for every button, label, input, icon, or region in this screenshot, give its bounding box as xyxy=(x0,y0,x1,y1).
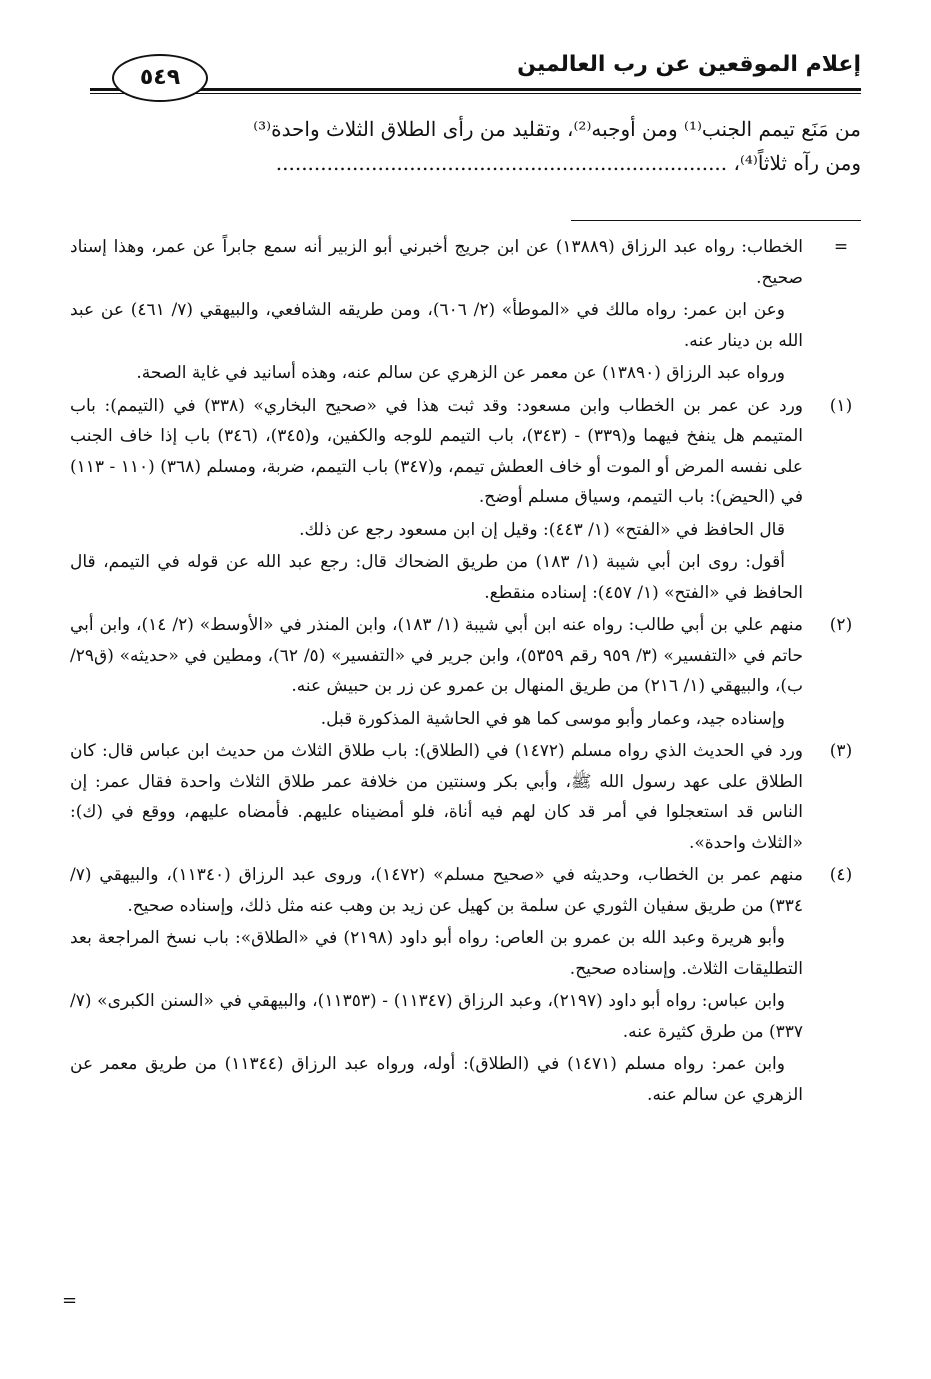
footnote-mark: (١) xyxy=(829,395,853,416)
running-header-title: إعلام الموقعين عن رب العالمين xyxy=(517,52,861,77)
footnote-paragraph: وأبو هريرة وعبد الله بن عمرو بن العاص: رواه أبو داود (٢١٩٨) في «الطلاق»: باب نسخ المراجعة بعد التطليقات الثلاث. وإسناده صحيح. xyxy=(70,928,803,979)
footnote-paragraph: منهم علي بن أبي طالب: رواه عنه ابن أبي شيبة (١/ ١٨٣)، وابن المنذر في «الأوسط» (٢/ ١٤)، وابن أبي حاتم في «التفسير» (٣/ ٩٥٩ رقم ٥٣٥٩)، وابن جرير في «التفسير» (٥/ ٦٢)، ومطين في «حديثه» (ق٢٩/ ب)، والبيهقي (١/ ٢١٦) من طريق المنهال بن عمرو عن زر بن حبيش عنه. xyxy=(70,615,804,696)
footnote-paragraph: ورد في الحديث الذي رواه مسلم (١٤٧٢) في (الطلاق): باب طلاق الثلاث من حديث ابن عباس قال: كان الطلاق على عهد رسول الله ﷺ، وأبي بكر وسنتين من خلافة عمر طلاق الثلاث واحدة فقال عمر: إن الناس قد استعجلوا في أمر قد كان لهم فيه أناة، فلو أمضيناه عليهم. فأمضاه عليهم، ووقع في (ك): «الثلاث واحدة». xyxy=(70,741,803,853)
footnote-mark: (٢) xyxy=(829,615,853,635)
footnote-4 xyxy=(70,860,861,1110)
footnote-1 xyxy=(70,391,861,609)
footnote-paragraph: قال الحافظ في «الفتح» (١/ ٤٤٣): وقيل إن ابن مسعود رجع عن ذلك. xyxy=(299,519,785,540)
footnotes xyxy=(70,232,861,1112)
footnote-mark: (٣) xyxy=(829,741,853,761)
page-number: ٥٤٩ xyxy=(112,54,208,102)
footnote-2 xyxy=(70,610,861,734)
header-rule-thin xyxy=(90,93,861,94)
footnote-paragraph: أقول: روى ابن أبي شيبة (١/ ١٨٣) من طريق الضحاك قال: رجع عبد الله عن قوله في التيمم، قال الحافظ في «الفتح» (١/ ٤٥٧): إسناده منقطع. xyxy=(70,552,803,603)
footnote-separator xyxy=(571,220,861,221)
footnote-continued xyxy=(70,232,861,389)
main-text-dots: ....................................................................... xyxy=(275,151,728,175)
footnote-paragraph: ورد عن عمر بن الخطاب وابن مسعود: وقد ثبت هذا في «صحيح البخاري» (٣٣٨) في (التيمم): باب المتيمم هل ينفخ فيهما و(٣٣٩) - (٣٤٣)، باب التيمم للوجه والكفين، و(٣٤٥)، (٣٤٦) باب إذا خاف الجنب على نفسه المرض أو الموت أو خاف العطش تيمم، و(٣٤٧) باب التيمم، ضربة، ومسلم (٣٦٨) (١١٠ - ١١٣) في (الحيض): باب التيمم، وسياق مسلم أوضح. xyxy=(70,395,803,507)
footnote-paragraph: وعن ابن عمر: رواه مالك في «الموطأ» (٢/ ٦٠٦)، ومن طريقه الشافعي، والبيهقي (٧/ ٤٦١) عن عبد الله بن دينار عنه. xyxy=(70,300,803,351)
footnote-paragraph: منهم عمر بن الخطاب، وحديثه في «صحيح مسلم» (١٤٧٢)، وروى عبد الرزاق (١١٣٤٠)، والبيهقي (٧/ ٣٣٤) من طريق سفيان الثوري عن سلمة بن كهيل عن زيد بن وهب عنه مثل ذلك، وإسناده صحيح. xyxy=(70,865,803,916)
main-text-line-1: من مَنَع تيمم الجنب⁽¹⁾ ومن أوجبه⁽²⁾، وتقليد من رأى الطلاق الثلاث واحدة⁽³⁾ xyxy=(253,117,861,141)
header-rule xyxy=(90,88,861,91)
footnote-3 xyxy=(70,736,861,858)
footnote-paragraph: ورواه عبد الرزاق (١٣٨٩٠) عن معمر عن الزهري عن سالم عنه، وهذه أسانيد في غاية الصحة. xyxy=(136,363,785,383)
footnote-paragraph: وابن عباس: رواه أبو داود (٢١٩٧)، وعبد الرزاق (١١٣٤٧) - (١١٣٥٣)، والبيهقي في «السنن الكبرى» (٧/ ٣٣٧) من طرق كثيرة عنه. xyxy=(70,991,803,1042)
footnote-paragraph: وإسناده جيد، وعمار وأبو موسى كما هو في الحاشية المذكورة قبل. xyxy=(320,708,785,729)
main-text-line-2 xyxy=(70,146,861,180)
main-text xyxy=(70,112,861,180)
footnote-paragraph: الخطاب: رواه عبد الرزاق (١٣٨٨٩) عن ابن جريج أخبرني أبو الزبير أنه سمع جابراً عن عمر، وهذا إسناد صحيح. xyxy=(70,237,803,288)
continued-next-page-mark: = xyxy=(62,1290,78,1311)
continuation-mark: = xyxy=(833,237,849,257)
footnote-mark: (٤) xyxy=(829,865,853,885)
main-text-line-2-text: ومن رآه ثلاثاً⁽⁴⁾، xyxy=(733,151,861,175)
footnote-paragraph: وابن عمر: رواه مسلم (١٤٧١) في (الطلاق): أوله، ورواه عبد الرزاق (١١٣٤٤) من طريق معمر عن الزهري عن سالم عنه. xyxy=(70,1054,803,1105)
